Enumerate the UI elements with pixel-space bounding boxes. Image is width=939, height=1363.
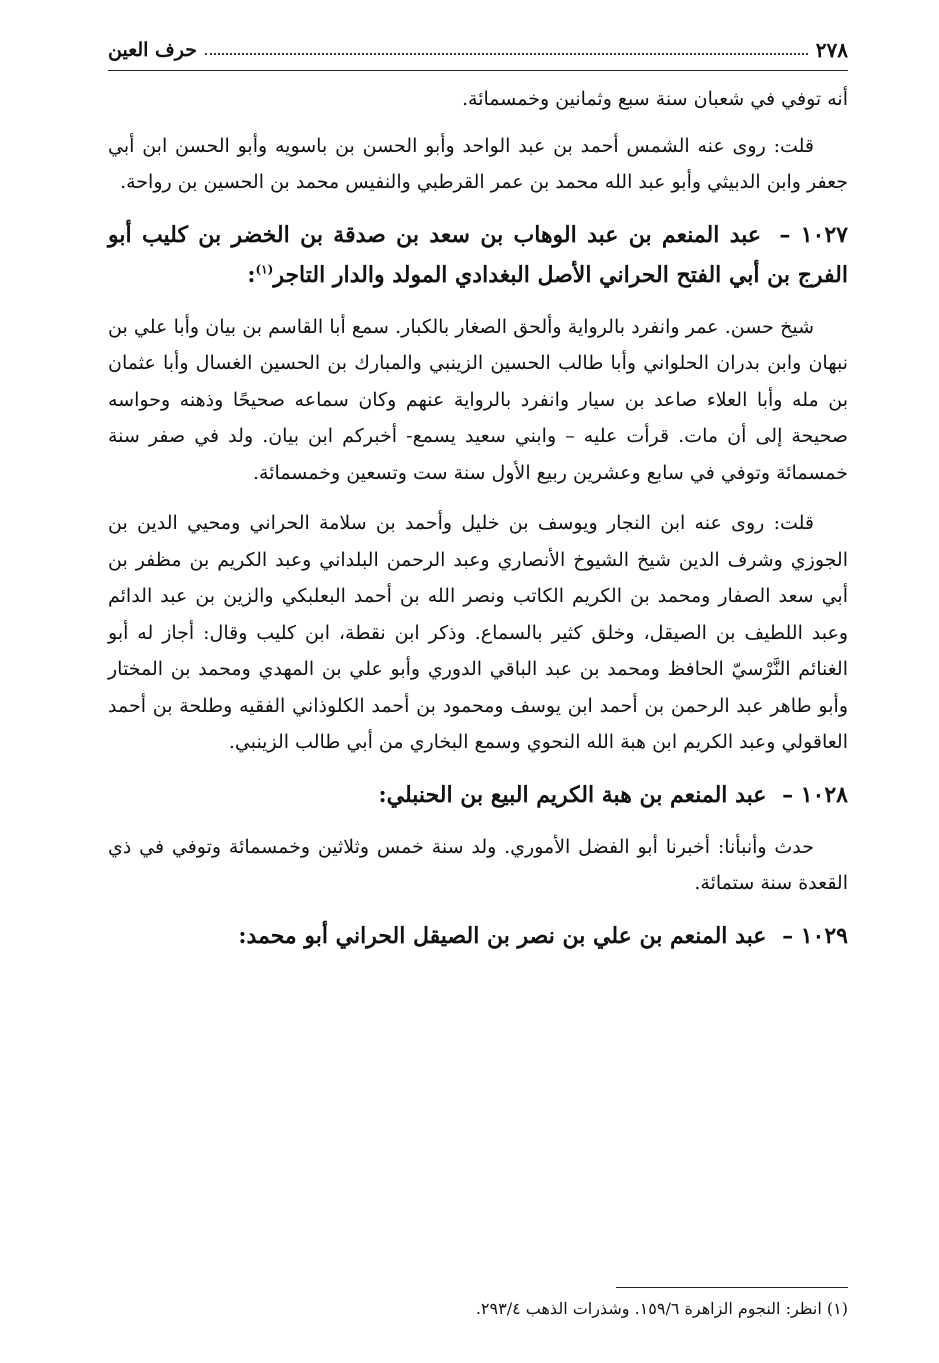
paragraph-narrators-1: قلت: روى عنه الشمس أحمد بن عبد الواحد وأبو الحسن بن باسويه وأبو الحسن ابن أبي جعفر وابن الدبيثي وأبو عبد الله محمد بن عمر القرطبي والنفيس محمد بن الحسين بن رواحة. <box>108 134 848 193</box>
entry-title: عبد المنعم بن عبد الوهاب بن سعد بن صدقة بن الخضر بن كليب أبو الفرج بن أبي الفتح الحراني الأصل البغدادي المولد والدار التاجر <box>108 221 848 288</box>
book-page <box>108 30 848 956</box>
footnote-separator <box>616 1287 848 1288</box>
paragraph-biography-1028: حدث وأنبأنا: أخبرنا أبو الفضل الأموري. ولد سنة خمس وثلاثين وخمسمائة وتوفي في ذي القعدة سنة ستمائة. <box>108 835 848 894</box>
entry-heading-1029 <box>108 916 848 956</box>
paragraph-narrators-2: قلت: روى عنه ابن النجار ويوسف بن خليل وأحمد بن سلامة الحراني ومحيي الدين بن الجوزي وشرف الدين شيخ الشيوخ الأنصاري وعبد الرحمن البلداني وعبد الكريم بن مظفر بن أبي سعد الصفار ومحمد بن الكريم الكاتب ونصر الله بن أحمد البعلبكي والزين بن عبد الدائم وعبد اللطيف بن الصيقل، وخلق كثير بالسماع. وذكر ابن نقطة، ابن كليب وقال: أجاز له أبو الغنائم النَّرْسيّ الحافظ ومحمد بن عبد الباقي الدوري وأبو علي بن المهدي ومحمد بن المختار وأبو طاهر عبد الرحمن بن أحمد ابن يوسف ومحمود بن أحمد الكلوذاني الفقيه وطلحة بن أحمد العاقولي وعبد الكريم ابن هبة الله النحوي وسمع البخاري من أبي طالب الزينبي. <box>108 512 848 753</box>
entry-heading-1028 <box>108 775 848 815</box>
page-number: ٢٧٨ <box>815 38 848 62</box>
entry-heading-1027 <box>108 215 848 295</box>
entry-number: ١٠٢٩ – <box>782 922 848 949</box>
entry-title-tail: : <box>247 261 256 288</box>
entry-number: ١٠٢٧ – <box>779 221 848 248</box>
header-leader-dots <box>205 53 808 55</box>
paragraph-biography-1027: شيخ حسن. عمر وانفرد بالرواية وألحق الصغار بالكبار. سمع أبا القاسم بن بيان وأبا علي بن نبهان وابن بدران الحلواني وأبا طالب الحسين الزينبي والمبارك بن الحسين الغسال وأبا عثمان بن مله وأبا العلاء صاعد بن سيار وانفرد بالرواية عنهم وكان سماعه صحيحًا وذهنه وحواسه صحيحة إلى أن مات. قرأت عليه – وابني سعيد يسمع- أخبركم ابن بيان. ولد في صفر سنة خمسمائة وتوفي في سابع وعشرين ربيع الأول سنة ست وتسعين وخمسمائة. <box>108 315 848 484</box>
footnote: (١) انظر: النجوم الزاهرة ١٥٩/٦. وشذرات الذهب ٢٩٣/٤. <box>475 1299 848 1318</box>
running-header <box>108 30 848 71</box>
entry-number: ١٠٢٨ – <box>782 781 848 808</box>
section-title: حرف العين <box>108 39 197 61</box>
paragraph-death-date: أنه توفي في شعبان سنة سبع وثمانين وخمسمائة. <box>461 88 848 110</box>
entry-title: عبد المنعم بن علي بن نصر بن الصيقل الحراني أبو محمد: <box>238 922 767 949</box>
footnote-reference[interactable]: (١) <box>255 262 274 277</box>
entry-title: عبد المنعم بن هبة الكريم البيع بن الحنبلي: <box>378 781 767 808</box>
